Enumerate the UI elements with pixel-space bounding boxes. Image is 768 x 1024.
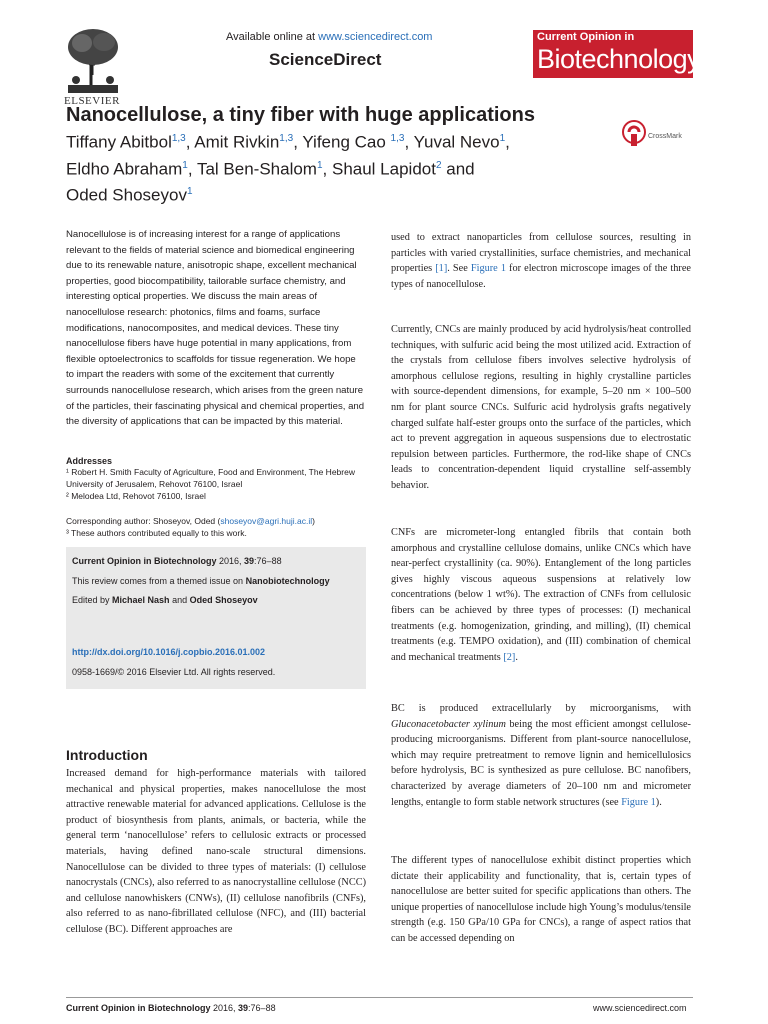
p4-text-a: BC is produced extracellularly by microorganisms, with (391, 703, 691, 714)
editors-line (72, 595, 258, 605)
editor-and: and (169, 595, 190, 605)
author-separator: , (185, 132, 195, 152)
p1-text-a: used to extract nanoparticles from cellulose sources, resulting in particles with varied crystallinities, surface chemistries, and mechanical properties (391, 232, 691, 275)
introduction-text: Increased demand for high-performance materials with tailored mechanical and physical properties, makes nanocellulose the most attractive renewable material for advanced applications. Cellulose is the product of biosynthesis from plants, animals, or bacteria, while the general term ‘nanocellulose’ refers to cellulosic extracts or processed materials, having defined nano-scale structural dimensions. Nanocellulose can be divided to three types of materials: (I) cellulose nanocrystals (CNCs), also referred to as nanocrystalline cellulose (NCC) and cellulose nanowhiskers (CNWs), (II) cellulose nanofibrils (CNFs), also referred to as nano-fibrillated cellulose (NFC), and (III) bacterial cellulose (BC). Different approaches are (66, 768, 366, 935)
journal-name-big: Biotechnology (537, 44, 701, 74)
journal-banner (533, 30, 701, 78)
editor-2: Oded Shoseyov (189, 595, 258, 605)
corr-email-link[interactable]: shoseyov@agri.huji.ac.il (220, 516, 313, 526)
address-2: ² Melodea Ltd, Rehovot 76100, Israel (66, 491, 206, 501)
corr-suffix: ) (312, 516, 315, 526)
author-separator: , (505, 132, 510, 152)
figure-1-link[interactable]: Figure 1 (470, 263, 506, 275)
footer-url[interactable]: www.sciencedirect.com (593, 1003, 687, 1013)
author-affiliation: 2 (435, 159, 442, 171)
ref-2-link[interactable]: [2] (503, 651, 516, 663)
author-separator: , (404, 132, 414, 152)
citation-pages: :76–88 (254, 556, 282, 566)
author-affiliation: 1 (499, 133, 506, 144)
author-affiliation: 1 (186, 186, 193, 198)
figure-1-link-2[interactable]: Figure 1 (621, 796, 656, 808)
author-affiliation: 1,3 (279, 133, 294, 144)
author-name: Yuval Nevo (413, 132, 500, 152)
p4-text-c: ). (655, 796, 662, 808)
author-name: Shaul Lapidot (331, 159, 436, 179)
author-name: Oded Shoseyov (66, 185, 187, 205)
footer-divider (66, 997, 693, 998)
addresses-heading: Addresses (66, 456, 113, 466)
author-separator: and (441, 159, 475, 179)
author-name: Eldho Abraham (66, 159, 183, 179)
edited-prefix: Edited by (72, 595, 113, 605)
crossmark-label: CrossMark (648, 133, 682, 140)
p3-text-b: . (515, 651, 518, 663)
footer-year: 2016, (210, 1003, 239, 1013)
available-online (226, 31, 432, 43)
article-title: Nanocellulose, a tiny fiber with huge applications (66, 104, 535, 126)
equal-contribution-note: ³ These authors contributed equally to this work. (66, 528, 247, 538)
address-1: ¹ Robert H. Smith Faculty of Agriculture, Food and Environment, The Hebrew University of Jerusalem, Rehovot 76100, Israel (66, 467, 355, 489)
publisher-name: ELSEVIER (64, 95, 120, 107)
introduction-heading: Introduction (66, 747, 148, 763)
ref-1-link[interactable]: [1] (435, 263, 448, 275)
corresponding-author (66, 516, 366, 528)
journal-name: Current Opinion in Biotechnology (72, 556, 217, 566)
p4-text-b: being the most efficient amongst cellulose-producing microorganisms. Different from plant-source nanocellulose, which may require pretreatment to remove lignin and hemicellulosics before hydrolysis, BC is synthesized as pure cellulose. BC nanofibers, characterized by average diameters of 20–100 nm and micrometer lengths, entangle to form stable network structures (see (391, 718, 691, 808)
copyright-line: 0958-1669/© 2016 Elsevier Ltd. All rights reserved. (72, 667, 276, 677)
p1-text-b: . See (447, 263, 471, 275)
corr-prefix: Corresponding author: Shoseyov, Oded ( (66, 516, 221, 526)
footer-volume: 39 (238, 1003, 249, 1013)
footer-journal: Current Opinion in Biotechnology (66, 1003, 211, 1013)
footer-pages: :76–88 (248, 1003, 276, 1013)
citation-volume: 39 (244, 556, 255, 566)
citation-year: 2016, (216, 556, 245, 566)
theme-name: Nanobiotechnology (245, 576, 330, 586)
abstract: Nanocellulose is of increasing interest for a range of applications relevant to the fields of material science and biomedical engineering due to its renewable nature, anisotropic shape, excellent mechanical properties, good biocompatibility, tailorable surface chemistry, and interesting optical properties. We discuss the main areas of nanocellulose research: photonics, films and foams, surface modifications, nanocomposites, and medical devices. These tiny nanocellulose fibers have huge potential in many applications, from flexible optoelectronics to scaffolds for tissue regeneration. We hope to impart the readers with some of the excitement that currently surrounds nanocellulose research, which arises from the green nature of the particles, their fascinating physical and chemical properties, and the diversity of applications that can be impacted by this material. (66, 229, 365, 428)
doi-link[interactable]: http://dx.doi.org/10.1016/j.copbio.2016.01.002 (72, 647, 266, 657)
author-affiliation: 1 (316, 159, 323, 171)
footer-citation (66, 1003, 276, 1013)
author-affiliation: 1 (182, 159, 188, 171)
author-list (66, 127, 586, 207)
author-name: Yifeng Cao (302, 132, 391, 152)
citation-line (72, 556, 282, 566)
species-name: Gluconacetobacter xylinum (391, 718, 506, 730)
paragraph-extraction (391, 230, 691, 292)
theme-prefix: This review comes from a themed issue on (72, 576, 246, 586)
author-affiliation: 1,3 (171, 133, 186, 144)
available-prefix: Available online at (226, 31, 319, 43)
crossmark-icon[interactable] (622, 120, 646, 148)
author-separator: , (293, 132, 303, 152)
sciencedirect-link[interactable]: www.sciencedirect.com (318, 31, 433, 43)
author-separator: , (187, 159, 197, 179)
author-name: Tiffany Abitbol (66, 132, 172, 152)
author-name: Amit Rivkin (194, 132, 280, 152)
author-separator: , (322, 159, 332, 179)
paragraph-cnc: Currently, CNCs are mainly produced by acid hydrolysis/heat controlled techniques, with sulfuric acid being the most utilized acid. Extraction of the crystals from cellulose fibers involves selective hydrolysis of amorphous cellulose regions, resulting in highly crystalline particles with source-dependent dimensions, for example, 5–20 nm × 100–500 nm for plant source CNCs. Sulfuric acid hydrolysis grafts negatively charged sulfate half-ester groups onto the surface of the particles, which act to prevent aggregation in aqueous suspensions due to electrostatic repulsion between particles. Furthermore, the rod-like shape of CNCs leads to concentration-dependent liquid crystalline self-assembly behavior. (391, 324, 691, 491)
author-affiliation: 1,3 (390, 133, 405, 144)
p1-text-c: for electron microscope images of the three types of nanocellulose. (391, 263, 691, 290)
paragraph-properties: The different types of nanocellulose exhibit distinct properties which dictate their applicability and functionality, that is, certain types of nanocellulose are better suited for specific applications than others. The unique properties of nanocellulose include high Young’s modulus/tensile strength (e.g. 150 GPa/10 GPa for CNCs), a range of aspect ratios that can be accessed depending on (391, 855, 691, 944)
journal-name-small: Current Opinion in (537, 31, 635, 43)
author-name: Tal Ben-Shalom (196, 159, 317, 179)
p3-text-a: CNFs are micrometer-long entangled fibrils that contain both amorphous and crystalline cellulose domains, unlike CNCs which have near-perfect crystallinity (ca. 90%). Entanglement of the long particles gives highly viscous aqueous suspensions at relatively low concentrations (below 1 wt%). The extraction of CNFs from cellulosic fibers can be achieved by three types of processes: (I) mechanical treatments (e.g. homogenization, grinding, and milling), (II) chemical treatments (e.g. TEMPO oxidation), and (III) combination of chemical and mechanical treatments (391, 527, 691, 663)
elsevier-tree-logo (64, 25, 122, 95)
paragraph-cnf (391, 525, 691, 665)
editor-1: Michael Nash (112, 595, 170, 605)
paragraph-bc (391, 701, 691, 810)
article-info-box (66, 547, 366, 689)
theme-line (72, 576, 330, 586)
sciencedirect-wordmark: ScienceDirect (269, 50, 382, 69)
